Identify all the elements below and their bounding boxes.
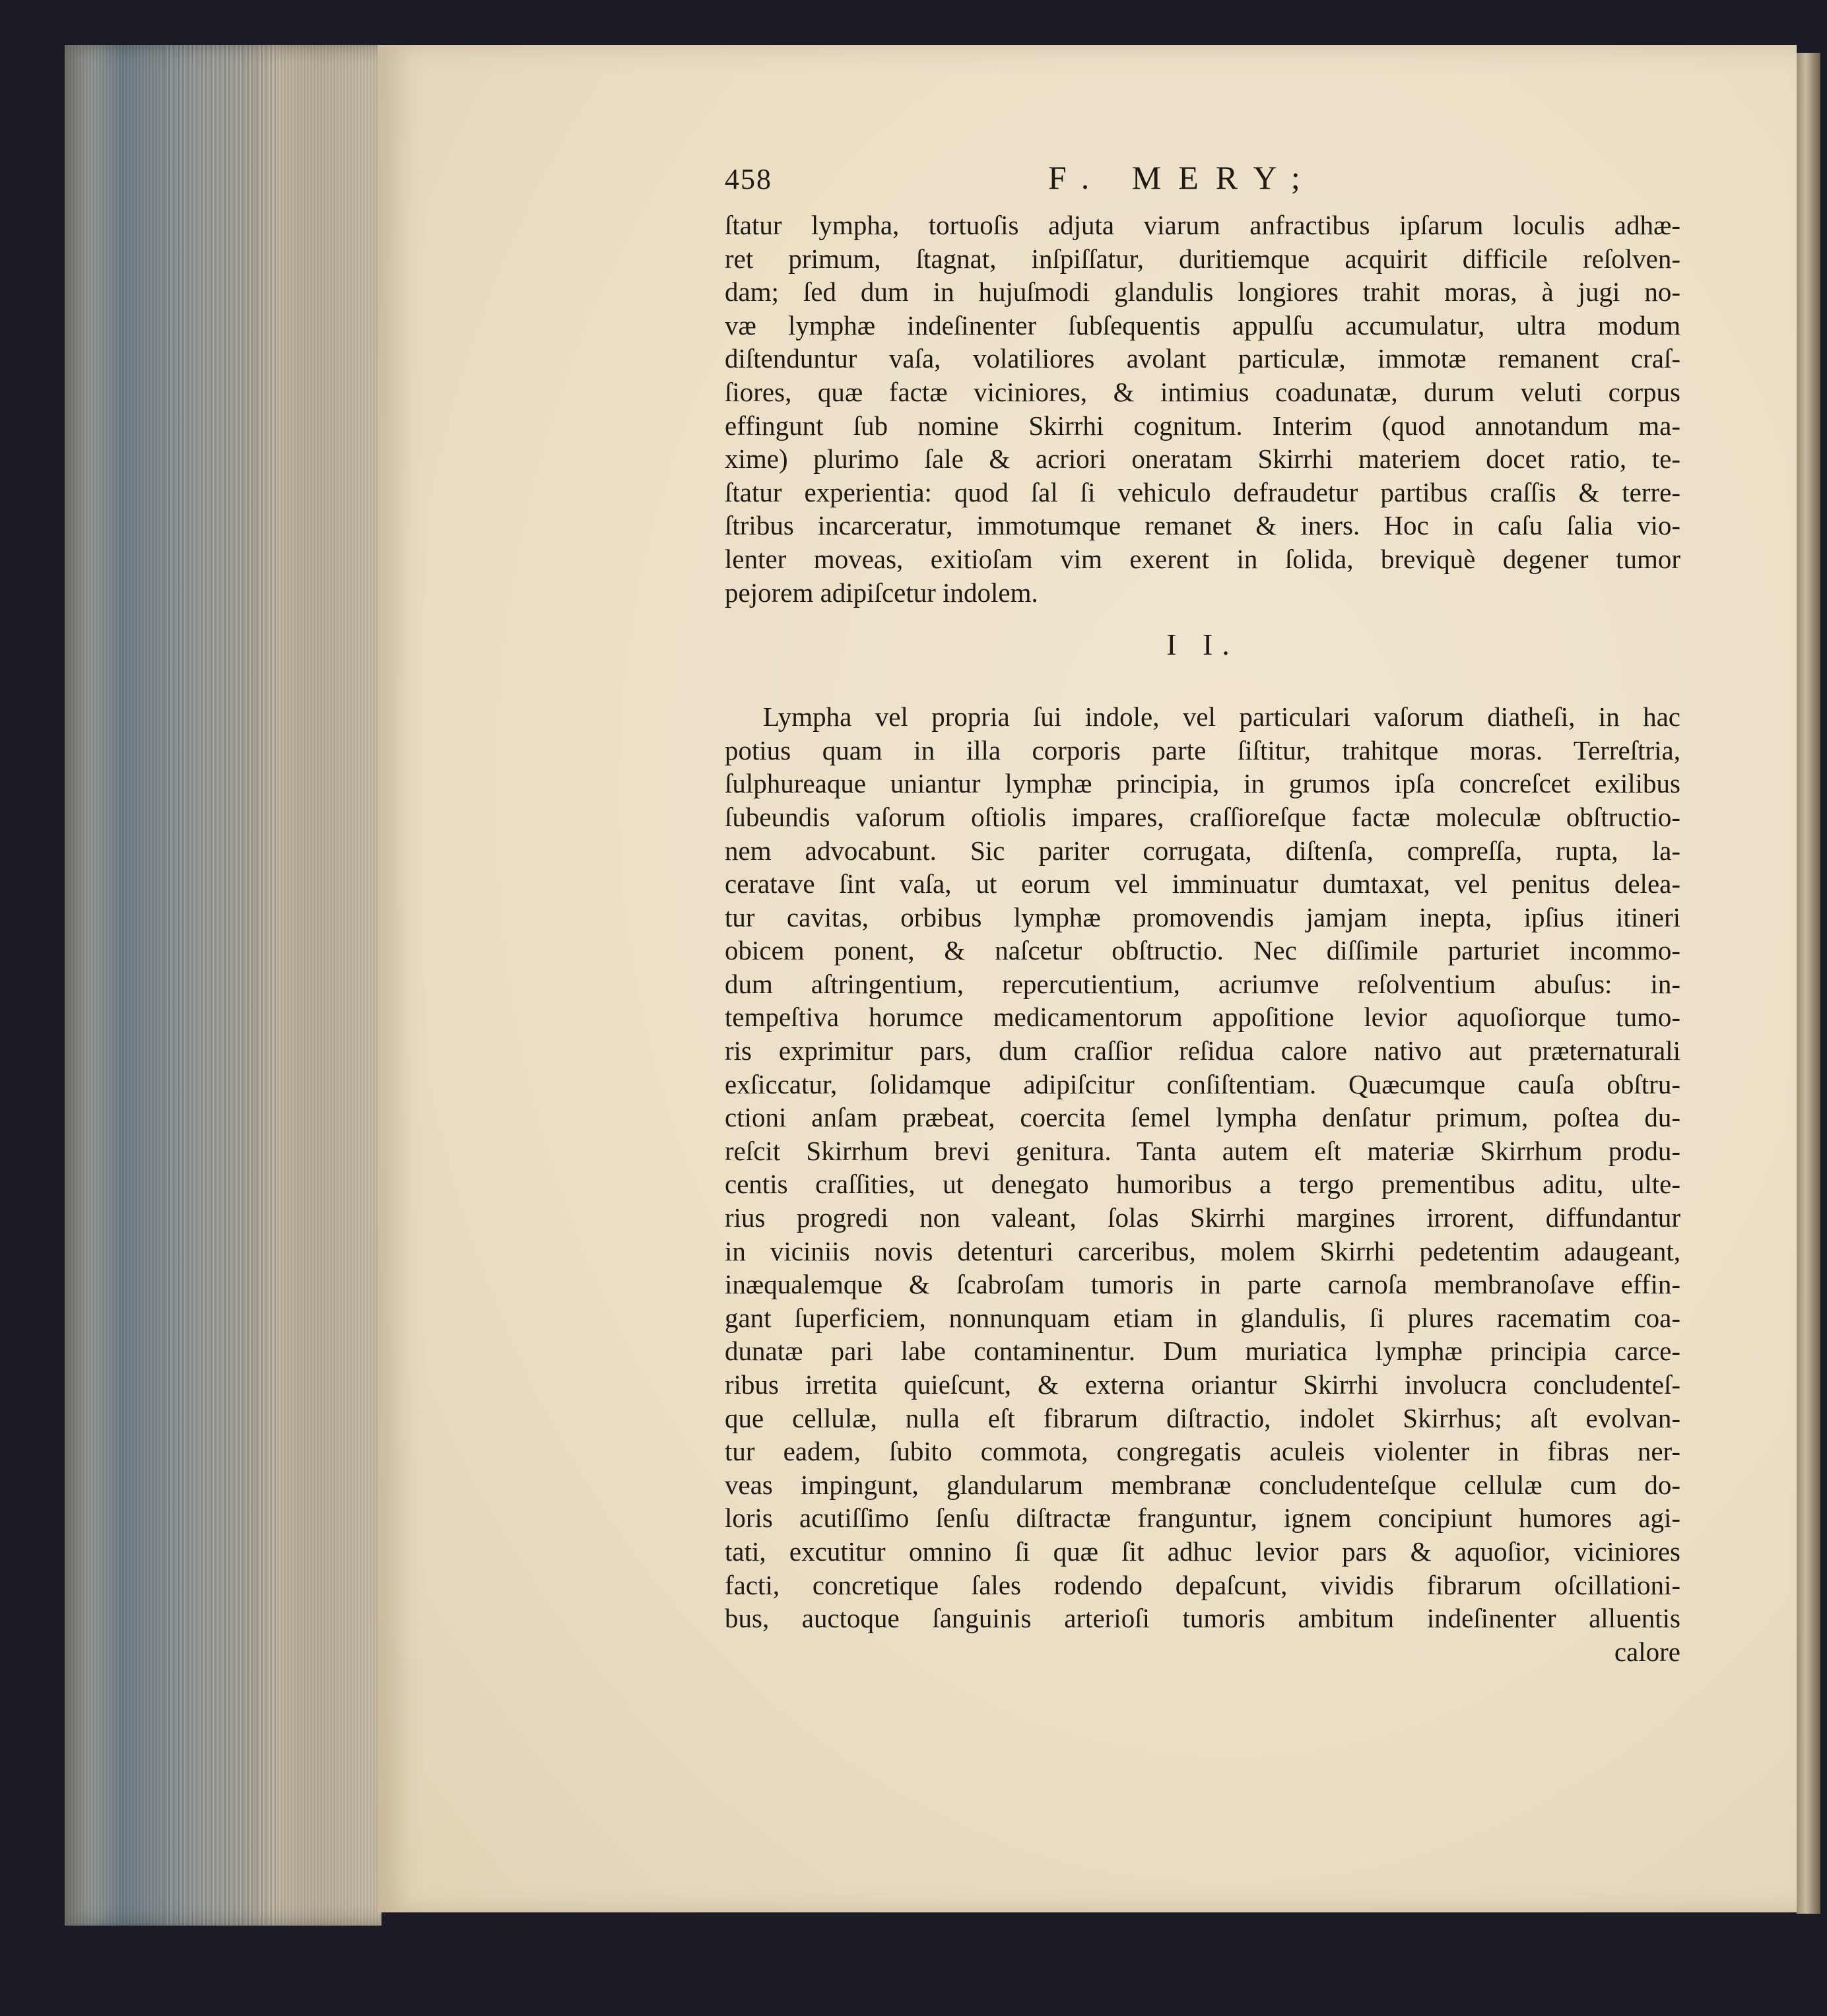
text-line: diſtenduntur vaſa, volatiliores avolant particulæ, immotæ remanent craſ- [725, 343, 1680, 374]
running-head [725, 156, 1680, 209]
text-line: tur eadem, ſubito commota, congregatis aculeis violenter in fibras ner- [725, 1436, 1680, 1467]
text-line: ret primum, ſtagnat, inſpiſſatur, duritiemque acquirit difficile reſolven- [725, 243, 1680, 274]
text-line: bus, auctoque ſanguinis arterioſi tumoris ambitum indeſinenter alluentis [725, 1603, 1680, 1634]
text-block [725, 156, 1680, 1668]
text-line: nem advocabunt. Sic pariter corrugata, diſtenſa, compreſſa, rupta, la- [725, 835, 1680, 866]
text-line: facti, concretique ſales rodendo depaſcunt, vividis fibrarum oſcillationi- [725, 1569, 1680, 1600]
paragraph-1 [725, 209, 1680, 609]
text-line: væ lymphæ indeſinenter ſubſequentis appulſu accumulatur, ultra modum [725, 309, 1680, 341]
text-line: ſiores, quæ factæ viciniores, & intimius coadunatæ, durum veluti corpus [725, 376, 1680, 407]
text-line: loris acutiſſimo ſenſu diſtractæ franguntur, ignem concipiunt humores agi- [725, 1503, 1680, 1534]
text-line: pejorem adipiſcetur indolem. [725, 577, 1038, 608]
text-line: tur cavitas, orbibus lymphæ promovendis jamjam inepta, ipſius itineri [725, 901, 1680, 932]
text-line: ſtatur lympha, tortuoſis adjuta viarum anfractibus ipſarum loculis adhæ- [725, 210, 1680, 240]
paragraph-2 [725, 700, 1680, 1668]
text-line: veas impingunt, glandularum membranæ concludenteſque cellulæ cum do- [725, 1469, 1680, 1500]
text-line: tempeſtiva horumce medicamentorum appoſitione levior aquoſiorque tumo- [725, 1002, 1680, 1033]
text-line: obicem ponent, & naſcetur obſtructio. Nec diſſimile parturiet incommo- [725, 935, 1680, 966]
text-line: xime) plurimo ſale & acriori oneratam Skirrhi materiem docet ratio, te- [725, 443, 1680, 474]
text-line: potius quam in illa corporis parte ſiſtitur, trahitque moras. Terreſtria, [725, 734, 1680, 765]
paragraph-gap [725, 678, 1680, 700]
running-title: F. MERY; [1048, 159, 1317, 196]
text-line: tati, excutitur omnino ſi quæ ſit adhuc levior pars & aquoſior, viciniores [725, 1536, 1680, 1567]
text-line: exſiccatur, ſolidamque adipiſcitur conſiſtentiam. Quæcumque cauſa obſtru- [725, 1068, 1680, 1099]
text-line: dunatæ pari labe contaminentur. Dum muriatica lymphæ principia carce- [725, 1336, 1680, 1367]
text-line: inæqualemque & ſcabroſam tumoris in parte carnoſa membranoſave effin- [725, 1269, 1680, 1300]
text-line: ris exprimitur pars, dum craſſior reſidua calore nativo aut præternaturali [725, 1035, 1680, 1066]
text-line: ſtatur experientia: quod ſal ſi vehiculo defraudetur partibus craſſis & terre- [725, 476, 1680, 507]
section-heading: I I. [1166, 628, 1239, 662]
text-line: ſubeundis vaſorum oſtiolis impares, craſſioreſque factæ moleculæ obſtructio- [725, 801, 1680, 832]
text-line: ceratave ſint vaſa, ut eorum vel imminuatur dumtaxat, vel penitus delea- [725, 868, 1680, 899]
text-line: rius progredi non valeant, ſolas Skirrhi margines irrorent, diffundantur [725, 1202, 1680, 1233]
text-line: ſtribus incarceratur, immotumque remanet & iners. Hoc in caſu ſalia vio- [725, 510, 1680, 541]
text-line: ſulphureaque uniantur lymphæ principia, in grumos ipſa concreſcet exilibus [725, 768, 1680, 799]
text-line: ribus irretita quieſcunt, & externa oriantur Skirrhi involucra concludenteſ- [725, 1369, 1680, 1400]
page-number: 458 [725, 163, 772, 195]
text-line: gant ſuperficiem, nonnunquam etiam in glandulis, ſi plures racematim coa- [725, 1302, 1680, 1333]
book-page-edges [65, 45, 382, 1926]
text-line: ctioni anſam præbeat, coercita ſemel lympha denſatur primum, poſtea du- [725, 1102, 1680, 1133]
text-line: effingunt ſub nomine Skirrhi cognitum. Interim (quod annotandum ma- [725, 410, 1680, 441]
text-line: centis craſſities, ut denegato humoribus a tergo prementibus aditu, ulte- [725, 1169, 1680, 1200]
text-line: Lympha vel propria ſui indole, vel particulari vaſorum diatheſi, in hac [763, 701, 1680, 732]
text-line: dam; ſed dum in hujuſmodi glandulis longiores trahit moras, à jugi no- [725, 276, 1680, 308]
text-line: reſcit Skirrhum brevi genitura. Tanta autem eſt materiæ Skirrhum produ- [725, 1135, 1680, 1166]
text-line: dum aſtringentium, repercutientium, acriumve reſolventium abuſus: in- [725, 968, 1680, 999]
text-line: lenter moveas, exitioſam vim exerent in ſolida, breviquè degener tumor [725, 543, 1680, 574]
text-line: que cellulæ, nulla eſt fibrarum diſtractio, indolet Skirrhus; aſt evolvan- [725, 1402, 1680, 1433]
catchword: calore [1614, 1636, 1680, 1667]
facing-page-edge [1797, 53, 1820, 1914]
text-line: in viciniis novis detenturi carceribus, molem Skirrhi pedetentim adaugeant, [725, 1235, 1680, 1266]
